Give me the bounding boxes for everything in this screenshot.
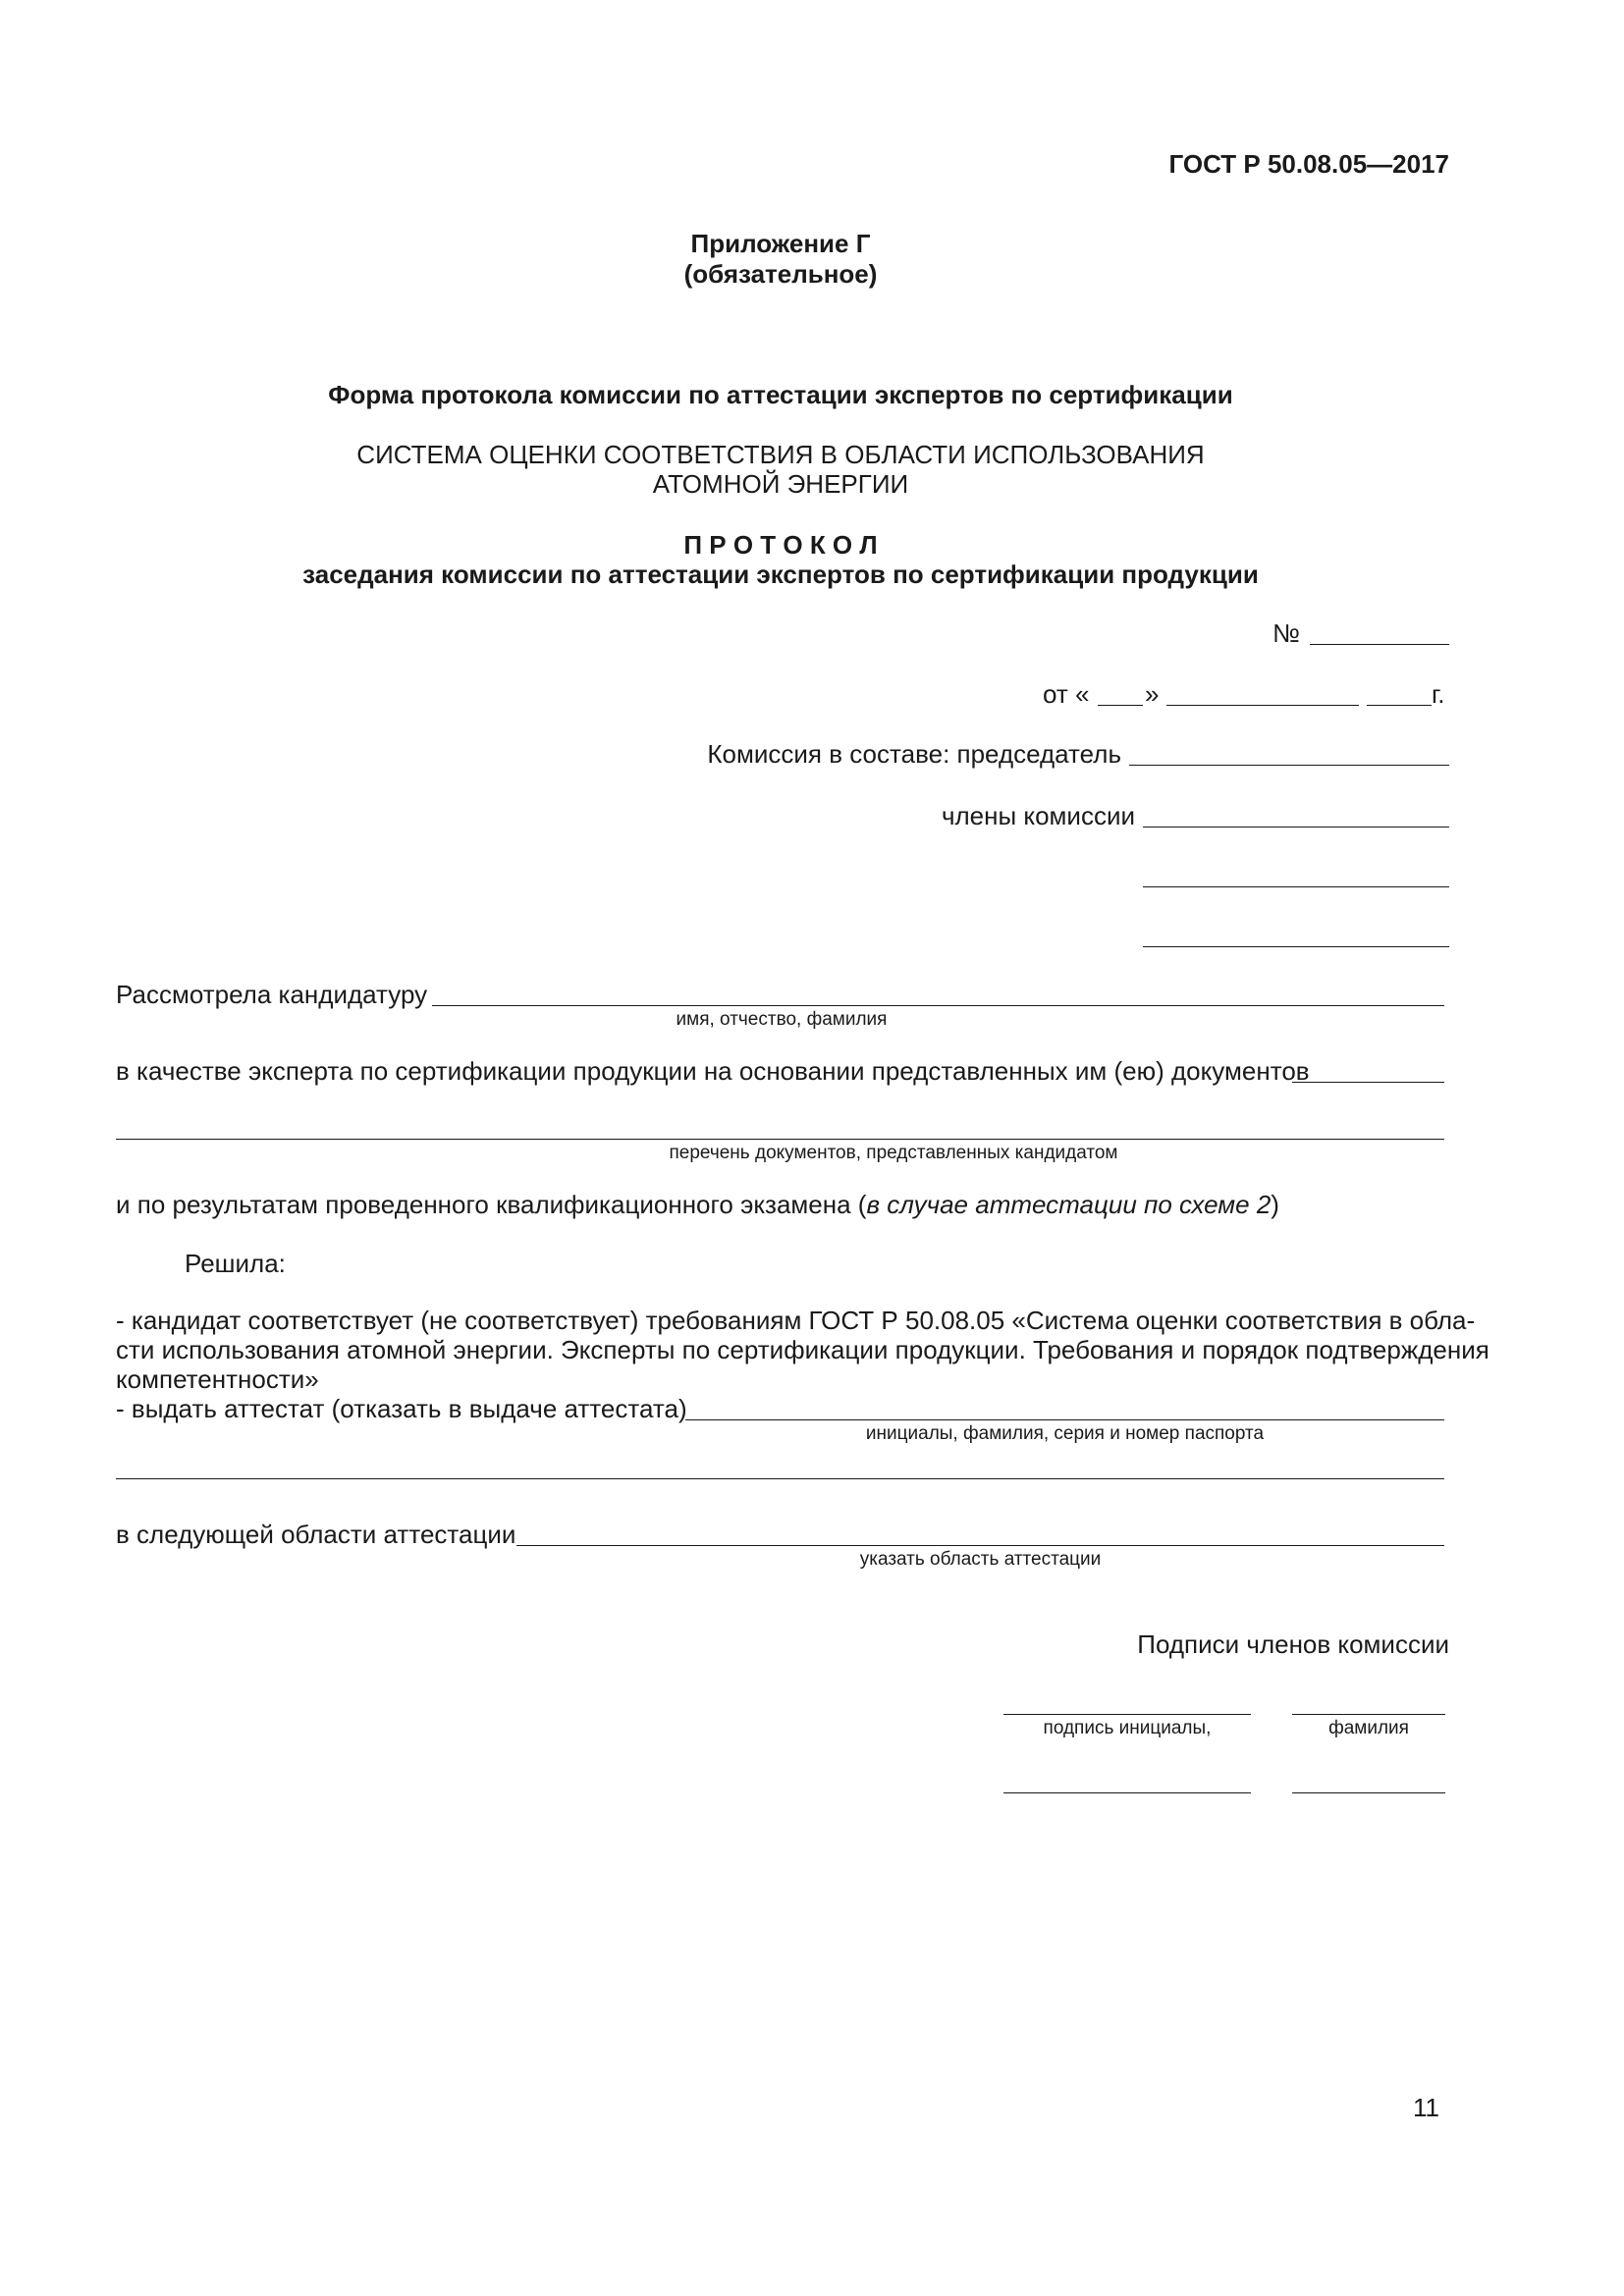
expert-line: в качестве эксперта по сертификации продукции на основании представленных им (ею) документов: [116, 1056, 1310, 1086]
scope-field[interactable]: [516, 1545, 1444, 1546]
surname-caption: фамилия: [1328, 1718, 1409, 1738]
date-day-field[interactable]: [1098, 705, 1143, 706]
scope-label: в следующей области аттестации: [116, 1520, 516, 1549]
protocol-subtitle: заседания комиссии по аттестации экспертов по сертификации продукции: [302, 560, 1259, 589]
annex-title: Приложение Г: [690, 229, 871, 258]
decision-item1-line2: сти использования атомной энергии. Эксперты по сертификации продукции. Требования и порядок подтверждения: [116, 1335, 1489, 1364]
date-from-label: от «: [1043, 679, 1090, 709]
candidate-caption: имя, отчество, фамилия: [676, 1009, 888, 1030]
number-label: №: [1272, 618, 1300, 648]
documents-caption: перечень документов, представленных кандидатом: [669, 1143, 1118, 1163]
candidate-field[interactable]: [432, 1005, 1444, 1006]
system-name-line2: АТОМНОЙ ЭНЕРГИИ: [652, 469, 909, 499]
date-close-quote: »: [1145, 679, 1160, 709]
decision-item1-line3: компетентности»: [116, 1364, 319, 1394]
year-suffix: г.: [1432, 679, 1445, 709]
number-field[interactable]: [1310, 644, 1449, 645]
signatures-title: Подписи членов комиссии: [1137, 1629, 1449, 1659]
member-field-3[interactable]: [1143, 946, 1449, 947]
signature-field-1[interactable]: [1003, 1714, 1251, 1715]
protocol-title: П Р О Т О К О Л: [683, 530, 878, 560]
scope-caption: указать область аттестации: [859, 1549, 1102, 1570]
standard-code: ГОСТ Р 50.08.05—2017: [1168, 149, 1449, 179]
surname-field-1[interactable]: [1292, 1714, 1445, 1715]
chairman-field[interactable]: [1129, 765, 1449, 766]
exam-line: [116, 1190, 1279, 1219]
exam-italic: в случае аттестации по схеме 2: [866, 1190, 1272, 1219]
exam-text: и по результатам проведенного квалификационного экзамена (: [116, 1190, 867, 1219]
annex-status: (обязательное): [683, 259, 878, 289]
surname-field-2[interactable]: [1292, 1792, 1445, 1793]
form-title: Форма протокола комиссии по аттестации экспертов по сертификации: [328, 380, 1233, 409]
certificate-field-2[interactable]: [116, 1478, 1444, 1479]
certificate-field[interactable]: [685, 1419, 1444, 1420]
decision-item2-label: - выдать аттестат (отказать в выдаче аттестата): [116, 1394, 687, 1423]
decision-label: Решила:: [185, 1249, 286, 1278]
date-year-field[interactable]: [1367, 705, 1432, 706]
signature-caption: подпись инициалы,: [1043, 1718, 1212, 1738]
decision-item1-line1: - кандидат соответствует (не соответствует) требованиям ГОСТ Р 50.08.05 «Система оценки соответствия в обла-: [116, 1306, 1476, 1335]
chairman-label: Комиссия в составе: председатель: [707, 739, 1121, 769]
exam-close: ): [1271, 1190, 1279, 1219]
member-field-1[interactable]: [1143, 827, 1449, 828]
signature-field-2[interactable]: [1003, 1792, 1251, 1793]
page-number: 11: [1413, 2093, 1439, 2122]
member-field-2[interactable]: [1143, 886, 1449, 887]
candidate-label: Рассмотрела кандидатуру: [116, 980, 428, 1009]
system-name-line1: СИСТЕМА ОЦЕНКИ СООТВЕТСТВИЯ В ОБЛАСТИ ИСПОЛЬЗОВАНИЯ: [356, 440, 1205, 469]
date-month-field[interactable]: [1166, 705, 1359, 706]
documents-field-inline[interactable]: [1292, 1082, 1444, 1083]
members-label: члены комиссии: [941, 801, 1135, 830]
certificate-caption: инициалы, фамилия, серия и номер паспорта: [865, 1423, 1265, 1444]
documents-field[interactable]: [116, 1139, 1444, 1140]
